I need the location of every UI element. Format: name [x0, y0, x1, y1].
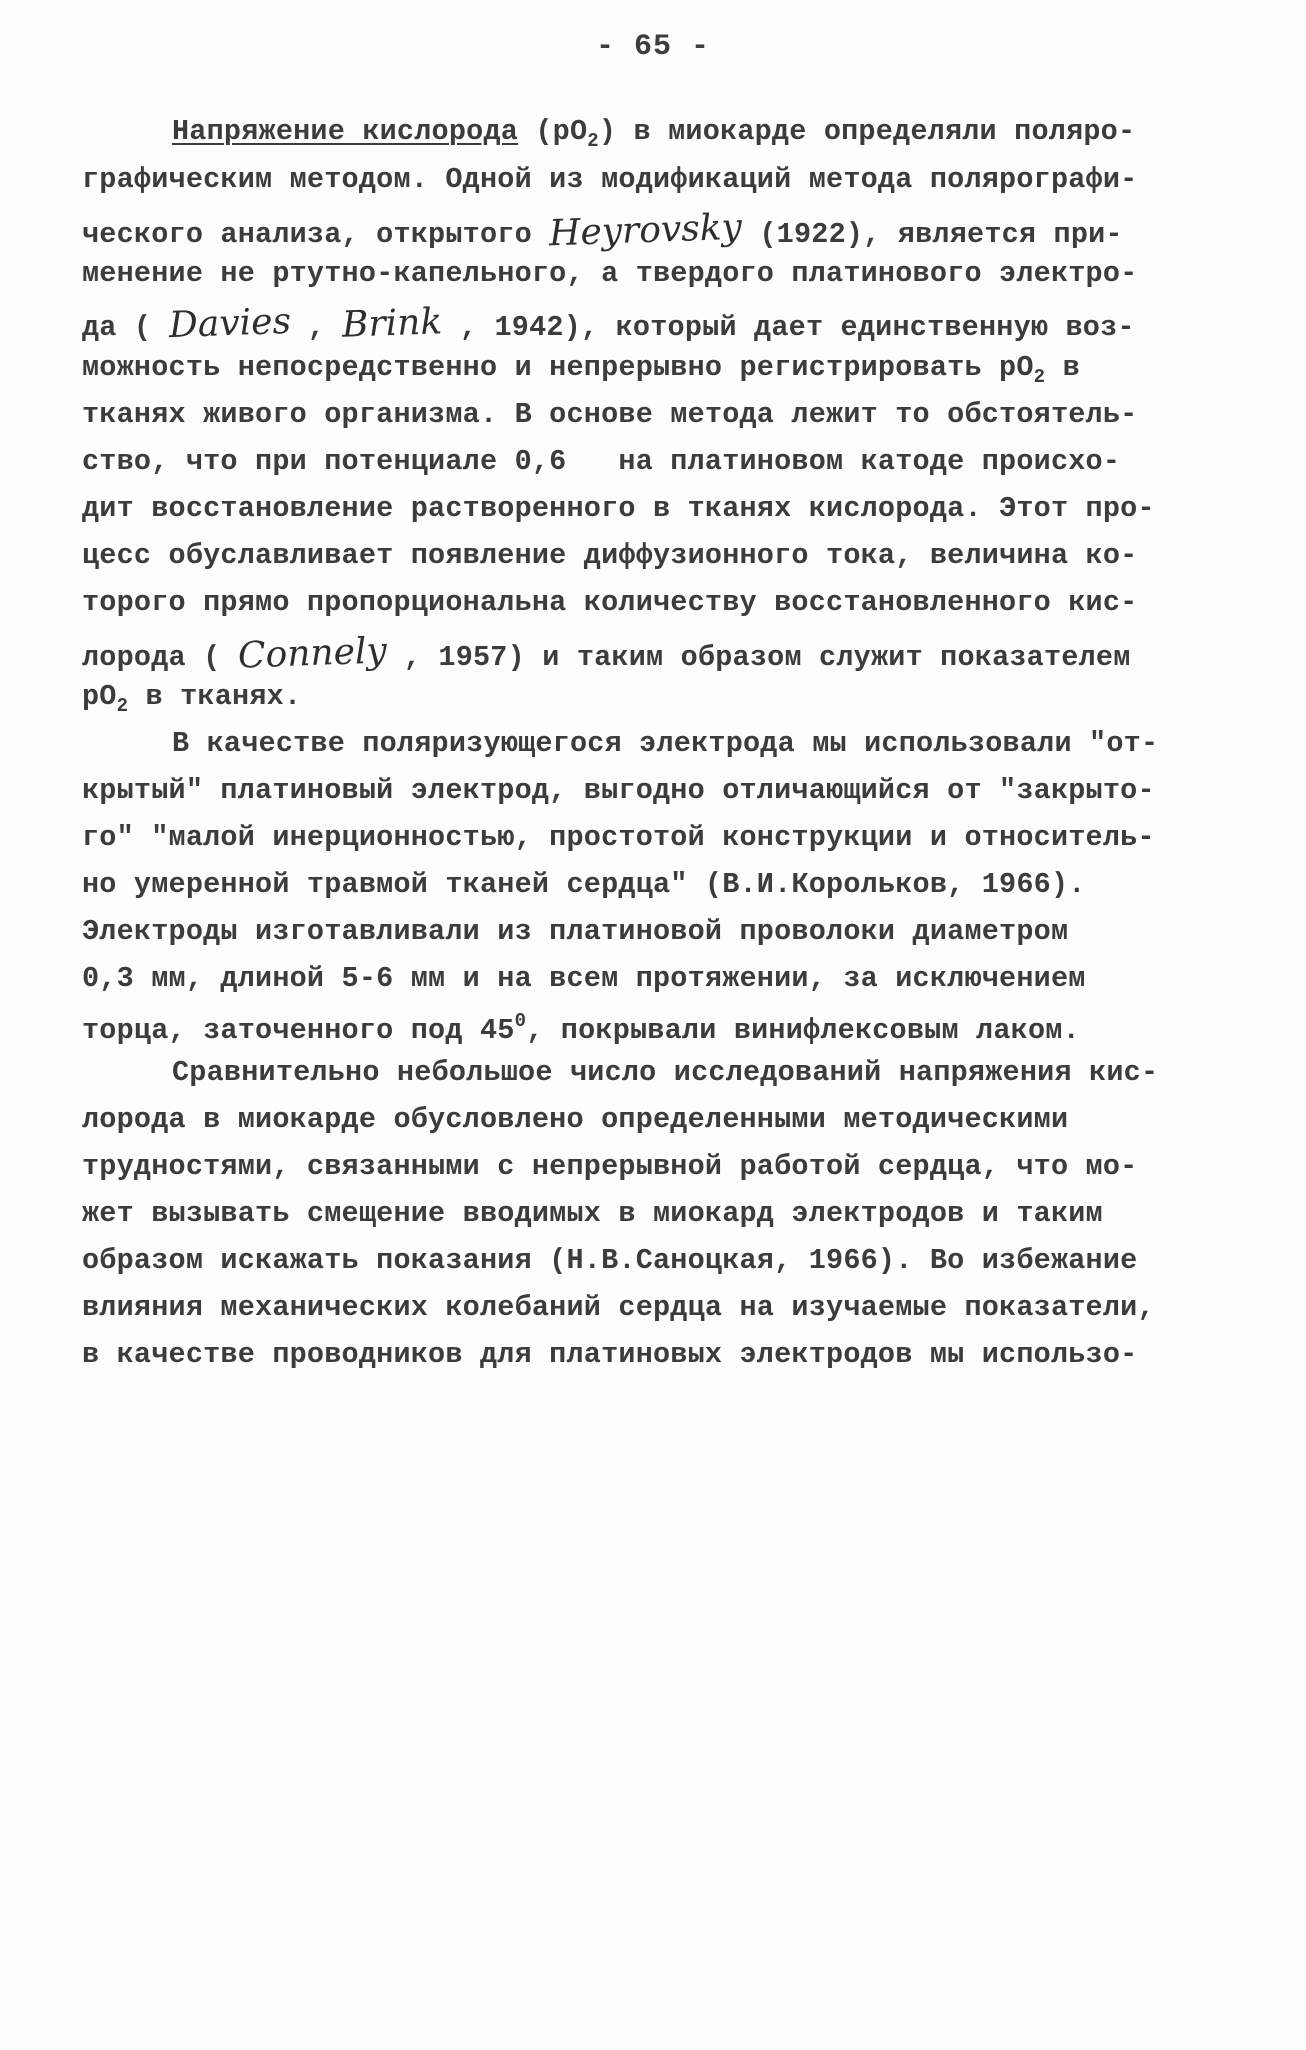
text-line: ческого анализа, открытого Heyrovsky (1922), является при- — [82, 206, 1123, 255]
text-line: влияния механических колебаний сердца на изучаемые показатели, — [82, 1291, 1155, 1324]
text-line: го" "малой инерционностью, простотой конструкции и относитель- — [82, 821, 1155, 854]
text-line: образом искажать показания (Н.В.Саноцкая, 1966). Во избежание — [82, 1244, 1138, 1277]
handwritten-name: Davies — [167, 300, 292, 347]
text-line: но умеренной травмой тканей сердца" (В.И.Корольков, 1966). — [82, 868, 1086, 901]
text-line: лорода в миокарде обусловлено определенными методическими — [82, 1103, 1069, 1136]
handwritten-name: Connely — [237, 630, 388, 677]
text-line: Напряжение кислорода $(pO_2)$ в миокарде определяли поляро- — [172, 115, 1136, 152]
text-line: Электроды изготавливали из платиновой проволоки диаметром — [82, 915, 1069, 948]
text-line: торого прямо пропорциональна количеству восстановленного кис- — [82, 586, 1138, 619]
text-line: Сравнительно небольшое число исследований напряжения кис- — [172, 1056, 1159, 1089]
text-line: графическим методом. Одной из модификаций метода полярографи- — [82, 163, 1138, 196]
text-line: лорода ( Connely , 1957) и таким образом служит показателем — [82, 630, 1131, 677]
text-line: крытый" платиновый электрод, выгодно отличающийся от "закрыто- — [82, 774, 1155, 807]
handwritten-name: Heyrovsky — [548, 206, 743, 255]
text-line: дит восстановление растворенного в тканях кислорода. Этот про- — [82, 492, 1155, 525]
text-line: трудностями, связанными с непрерывной работой сердца, что мо- — [82, 1150, 1138, 1183]
text-line: цесс обуславливает появление диффузионного тока, величина ко- — [82, 539, 1138, 572]
page-number: - 65 - — [595, 30, 711, 64]
text-line: торца, заточенного под $45^0$, покрывали винифлексовым лаком. — [82, 1010, 1080, 1047]
handwritten-name: Brink — [341, 301, 444, 346]
text-line: В качестве поляризующегося электрода мы использовали "от- — [172, 727, 1159, 760]
underlined-term: Напряжение кислорода — [172, 115, 519, 148]
text-line: в качестве проводников для платиновых электродов мы использо- — [82, 1338, 1138, 1371]
text-line: $pO_2$ в тканях. — [82, 680, 302, 717]
text-line: да ( Davies , Brink , 1942), который дает единственную воз- — [82, 300, 1135, 347]
text-line: жет вызывать смещение вводимых в миокард электродов и таким — [82, 1197, 1103, 1230]
text-line: менение не ртутно-капельного, а твердого платинового электро- — [82, 257, 1138, 290]
text-line: можность непосредственно и непрерывно регистрировать $pO_2$ в — [82, 351, 1080, 388]
text-line: тканях живого организма. В основе метода лежит то обстоятель- — [82, 398, 1138, 431]
text-line: ство, что при потенциале 0,6 на платиновом катоде происхо- — [82, 445, 1121, 478]
text-line: 0,3 мм, длиной 5-6 мм и на всем протяжении, за исключением — [82, 962, 1086, 995]
